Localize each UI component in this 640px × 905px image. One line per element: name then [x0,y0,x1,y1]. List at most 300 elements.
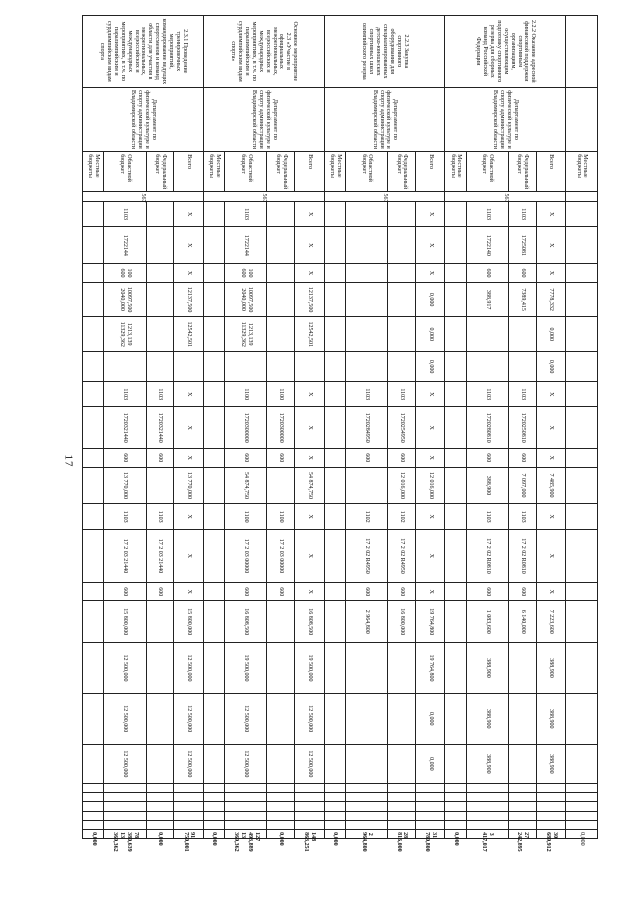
table-cell [146,820,174,829]
table-cell [566,449,598,467]
table-cell [267,693,295,744]
table-cell [536,793,566,802]
table-cell [267,282,295,317]
table-cell: 600 [388,583,416,601]
table-cell: 388,900 [536,693,566,744]
funding-source: Всего [536,152,566,191]
table-cell [388,820,416,829]
table-cell: 600 [225,583,267,601]
responsible-executor: Департамент по физической культуре и спорту администрации Владимирской области [83,87,204,152]
table-cell: 17 2 02 R4950 [388,529,416,582]
table-cell [83,201,104,226]
table-cell [324,449,345,467]
table-cell: 19 764,800 [415,601,445,643]
table-row [415,16,445,895]
table-cell [83,352,104,382]
table-cell [267,811,295,820]
table-cell: 31 780,800 [415,830,445,839]
table-cell [174,811,204,820]
table-cell: Х [415,529,445,582]
table-cell: Х [295,449,325,467]
table-cell [566,583,598,601]
table-cell [203,449,224,467]
table-cell: 12 500,000 [225,744,267,783]
table-cell: 388,900 [466,744,508,783]
table-cell: 17 2 02 R0810 [466,529,508,582]
table-cell [324,793,345,802]
table-cell: Х [536,227,566,264]
table-cell [566,811,598,820]
table-cell [146,352,174,382]
table-cell: 600 [146,583,174,601]
table-cell [566,643,598,694]
table-cell: Х [415,449,445,467]
table-cell [509,811,537,820]
table-cell: 1720321440 [146,407,174,449]
table-cell: Х [295,407,325,449]
table-cell [345,802,387,811]
table-cell: 600 [466,264,508,282]
table-cell [566,407,598,449]
table-cell [267,744,295,783]
table-cell [324,820,345,829]
responsible-executor: Департамент по физической культуре и спорту администрации Владимирской области [445,87,566,152]
table-cell [324,352,345,382]
table-cell [174,793,204,802]
table-cell: 17 2 03 21440 [104,529,146,582]
funding-source: Федеральный бюджет [146,152,174,191]
table-cell: Х [174,583,204,601]
funding-source: Местные бюджеты [324,152,345,191]
table-cell [174,352,204,382]
grbs-code [566,191,598,201]
table-cell: 600 [466,583,508,601]
program-funding-table [82,15,598,895]
table-cell [509,352,537,382]
table-cell: 7778,332 [536,282,566,317]
table-cell [83,282,104,317]
table-cell [324,317,345,352]
table-cell: 388,900 [466,693,508,744]
table-cell [267,601,295,643]
table-cell: 17 2 03 00000 [267,529,295,582]
table-cell [536,783,566,792]
table-cell: 17 2 02 R0810 [509,529,537,582]
table-cell [83,783,104,792]
table-cell: Х [174,449,204,467]
table-cell: 1103 [509,201,537,226]
table-cell [566,820,598,829]
table-cell [509,802,537,811]
table-cell [295,352,325,382]
table-cell [267,783,295,792]
table-cell: 600 [509,449,537,467]
table-cell [445,227,466,264]
funding-source: Всего [174,152,204,191]
table-cell: Х [415,201,445,226]
table-cell [83,407,104,449]
table-cell: 12137,500 [295,282,325,317]
table-cell [83,820,104,829]
table-cell: Х [536,407,566,449]
table-cell [295,820,325,829]
table-cell [388,744,416,783]
table-cell: 148 863,251 [295,830,325,839]
table-cell [388,227,416,264]
table-cell: 12 500,000 [104,744,146,783]
table-cell [174,802,204,811]
table-cell [445,783,466,792]
table-cell: 600 [267,583,295,601]
measure-description: 2.2.2 Оказание адресной финансовой поддержки спортивным организациям, осуществляющим подготовку спортивного резерва для сборных команд Российской Федерации [445,16,566,88]
funding-source: Федеральный бюджет [509,152,537,191]
table-cell: 12 016,000 [388,467,416,504]
table-cell [345,820,387,829]
table-cell: 12 500,000 [174,693,204,744]
table-cell [566,504,598,529]
table-cell [267,264,295,282]
table-cell [203,504,224,529]
table-cell [388,793,416,802]
table-cell [345,282,387,317]
table-cell [445,802,466,811]
table-cell [267,643,295,694]
table-cell: 12 500,000 [295,744,325,783]
table-cell [466,802,508,811]
table-cell [83,227,104,264]
table-cell [445,352,466,382]
table-cell [445,467,466,504]
table-cell [566,783,598,792]
table-cell: 1102 [345,504,387,529]
table-cell: 1720250810 [509,407,537,449]
table-cell: 1103 [104,201,146,226]
table-cell: 600 [225,449,267,467]
table-cell [83,467,104,504]
table-cell [445,504,466,529]
table-cell: 600 [146,449,174,467]
table-cell: 1100 [225,382,267,407]
table-cell [566,317,598,352]
table-cell [566,601,598,643]
table-cell [566,264,598,282]
table-cell: Х [174,227,204,264]
table-cell [295,802,325,811]
table-cell: 388,900 [536,643,566,694]
table-cell [203,802,224,811]
table-cell [146,793,174,802]
table-cell [104,811,146,820]
table-cell [466,783,508,792]
table-cell: 12137,500 [174,282,204,317]
table-cell [83,583,104,601]
table-cell [83,504,104,529]
table-cell [174,783,204,792]
table-cell [203,264,224,282]
table-cell: 0,000 [415,744,445,783]
table-cell: 1103 [509,504,537,529]
table-cell: 16 800,000 [388,601,416,643]
table-cell [225,783,267,792]
table-cell [83,793,104,802]
table-cell: 7389,415 [509,282,537,317]
table-cell [345,693,387,744]
table-cell: 1 083,600 [466,601,508,643]
table-cell: 6 140,000 [509,601,537,643]
table-cell [388,783,416,792]
table-cell: 600 [104,583,146,601]
table-cell: Х [295,227,325,264]
table-cell [445,382,466,407]
table-cell [83,802,104,811]
table-cell: Х [174,201,204,226]
measure-description: 2.3.1 Проведение тренировочных мероприятий, командирование ведущих спортсменов и команд области для участия в межрегиональных, всероссийских и международных мероприятиях, в т.ч. по паралимпийским и сурдлимпийским видам спорта [83,16,204,88]
table-cell: Х [536,264,566,282]
table-cell: 1103 [225,201,267,226]
responsible-executor [566,87,598,152]
table-cell [466,317,508,352]
table-cell [509,820,537,829]
table-cell [345,201,387,226]
table-cell [324,382,345,407]
grbs-code: 567 [203,191,324,201]
page-number: 17 [62,454,75,468]
table-cell [388,643,416,694]
table-cell [324,583,345,601]
table-cell [445,449,466,467]
table-cell [267,317,295,352]
table-cell: 100 600 [104,264,146,282]
table-cell [83,529,104,582]
table-cell: 1213,139 11329,362 [225,317,267,352]
table-cell [445,583,466,601]
table-cell: 600 [104,449,146,467]
table-cell: 600 [509,264,537,282]
table-cell [536,820,566,829]
table-cell [445,793,466,802]
table-cell: Х [536,504,566,529]
table-cell [466,352,508,382]
table-cell: 388,900 [466,467,508,504]
table-cell [267,352,295,382]
table-cell [445,643,466,694]
table-cell: Х [536,382,566,407]
table-cell [345,264,387,282]
table-cell [345,811,387,820]
table-cell [466,820,508,829]
table-cell: 12 500,000 [295,693,325,744]
table-cell [203,643,224,694]
table-cell: 15 800,000 [174,601,204,643]
table-cell: 17 2 03 21440 [146,529,174,582]
table-cell: 19 500,000 [225,643,267,694]
table-cell [566,227,598,264]
table-cell [203,529,224,582]
table-cell: Х [415,504,445,529]
table-cell: 600 [345,583,387,601]
table-cell: 0,000 [146,830,174,839]
table-cell [104,793,146,802]
table-cell: 1102 [388,504,416,529]
table-cell [445,407,466,449]
table-cell: 0,000 [267,830,295,839]
table-cell: 1720284950 [345,407,387,449]
table-cell: 7 223,600 [536,601,566,643]
table-cell: 1103 [104,504,146,529]
table-cell: 0,000 [415,693,445,744]
table-cell: 27 242,895 [509,830,537,839]
table-cell: 54 874,750 [225,467,267,504]
table-cell [445,693,466,744]
funding-source: Федеральный бюджет [267,152,295,191]
table-cell: 12 016,000 [415,467,445,504]
table-cell [445,601,466,643]
table-cell [146,643,174,694]
table-cell [388,352,416,382]
table-cell [324,811,345,820]
table-cell [415,811,445,820]
table-cell [146,811,174,820]
table-row [295,16,325,895]
table-cell: 600 [267,449,295,467]
table-cell: 388,917 [466,282,508,317]
table-cell [324,643,345,694]
table-cell: Х [174,407,204,449]
table-cell [83,811,104,820]
table-cell: 17 2 02 R4950 [345,529,387,582]
table-cell: Х [415,264,445,282]
table-cell [388,264,416,282]
table-cell: 0,000 [536,352,566,382]
table-cell: 1100 [267,382,295,407]
table-cell: 0,000 [536,317,566,352]
rotated-table-stage [82,15,598,895]
table-cell [146,601,174,643]
table-cell: Х [174,382,204,407]
table-cell [174,820,204,829]
funding-source: Местные бюджеты [203,152,224,191]
table-cell [566,282,598,317]
table-cell: Х [295,201,325,226]
table-cell: Х [174,504,204,529]
table-cell: 0,000 [445,830,466,839]
table-cell [345,783,387,792]
table-cell [203,382,224,407]
table-cell: 600 [466,449,508,467]
table-cell [146,802,174,811]
table-cell: 16 808,500 [295,601,325,643]
table-cell [203,811,224,820]
table-cell [536,811,566,820]
table-cell [324,504,345,529]
table-cell [267,227,295,264]
table-cell: 0,000 [415,352,445,382]
table-cell: 1213,139 11329,362 [104,317,146,352]
table-cell: 0,000 [203,830,224,839]
table-cell: Х [174,264,204,282]
table-cell: 12 500,000 [104,643,146,694]
table-cell [203,783,224,792]
table-cell [225,802,267,811]
table-cell [104,820,146,829]
table-cell: 100 600 [225,264,267,282]
table-cell [345,744,387,783]
table-cell [466,793,508,802]
table-cell [267,793,295,802]
table-cell: 12 500,000 [174,744,204,783]
table-cell: 1720300000 [225,407,267,449]
table-cell [146,282,174,317]
table-cell [509,744,537,783]
table-cell [445,811,466,820]
table-cell: 0,000 [83,830,104,839]
table-cell [445,264,466,282]
table-cell [566,529,598,582]
table-cell [225,793,267,802]
table-cell [225,820,267,829]
table-cell [324,529,345,582]
table-cell [203,282,224,317]
table-cell [415,783,445,792]
measure-description: Основное мероприятие 2.3 «Участие в официальных межрегиональных, всероссийских и международных мероприятиях, в т.ч. по паралимпийским и сурдлимпийским видам спорта» [203,16,324,88]
table-cell: 1103 [466,201,508,226]
table-cell: 91 750,001 [174,830,204,839]
table-cell [466,811,508,820]
table-cell [415,802,445,811]
table-cell [324,802,345,811]
table-cell: 19 500,000 [295,643,325,694]
table-row [174,16,204,895]
table-cell: 0,000 [415,282,445,317]
table-cell [203,201,224,226]
table-cell [345,227,387,264]
table-cell [445,282,466,317]
table-cell: 1103 [345,382,387,407]
table-cell [566,744,598,783]
table-cell: 1103 [509,382,537,407]
table-cell: 1720280810 [466,407,508,449]
funding-source: Местные бюджеты [83,152,104,191]
table-cell: 1103 [466,504,508,529]
table-cell [388,811,416,820]
table-cell: 28 816,000 [388,830,416,839]
table-cell: 1100 [267,504,295,529]
table-cell [388,282,416,317]
table-cell: 7 485,900 [536,467,566,504]
table-cell [324,264,345,282]
table-cell [146,317,174,352]
table-cell: 19 764,800 [415,643,445,694]
table-cell [345,643,387,694]
funding-source: Областной бюджет [104,152,146,191]
table-cell: 3 417,017 [466,830,508,839]
table-cell [445,529,466,582]
table-cell: 13 770,000 [174,467,204,504]
table-row [536,16,566,895]
table-cell [203,467,224,504]
table-cell: Х [536,201,566,226]
table-cell: 7 097,000 [509,467,537,504]
table-cell [345,793,387,802]
table-cell: Х [415,583,445,601]
table-cell [267,201,295,226]
table-cell: 1103 [146,382,174,407]
table-cell: 10097,500 2040,000 [225,282,267,317]
table-cell: 1103 [146,504,174,529]
table-cell [445,820,466,829]
table-cell [566,352,598,382]
table-cell: 2 964,800 [345,830,387,839]
